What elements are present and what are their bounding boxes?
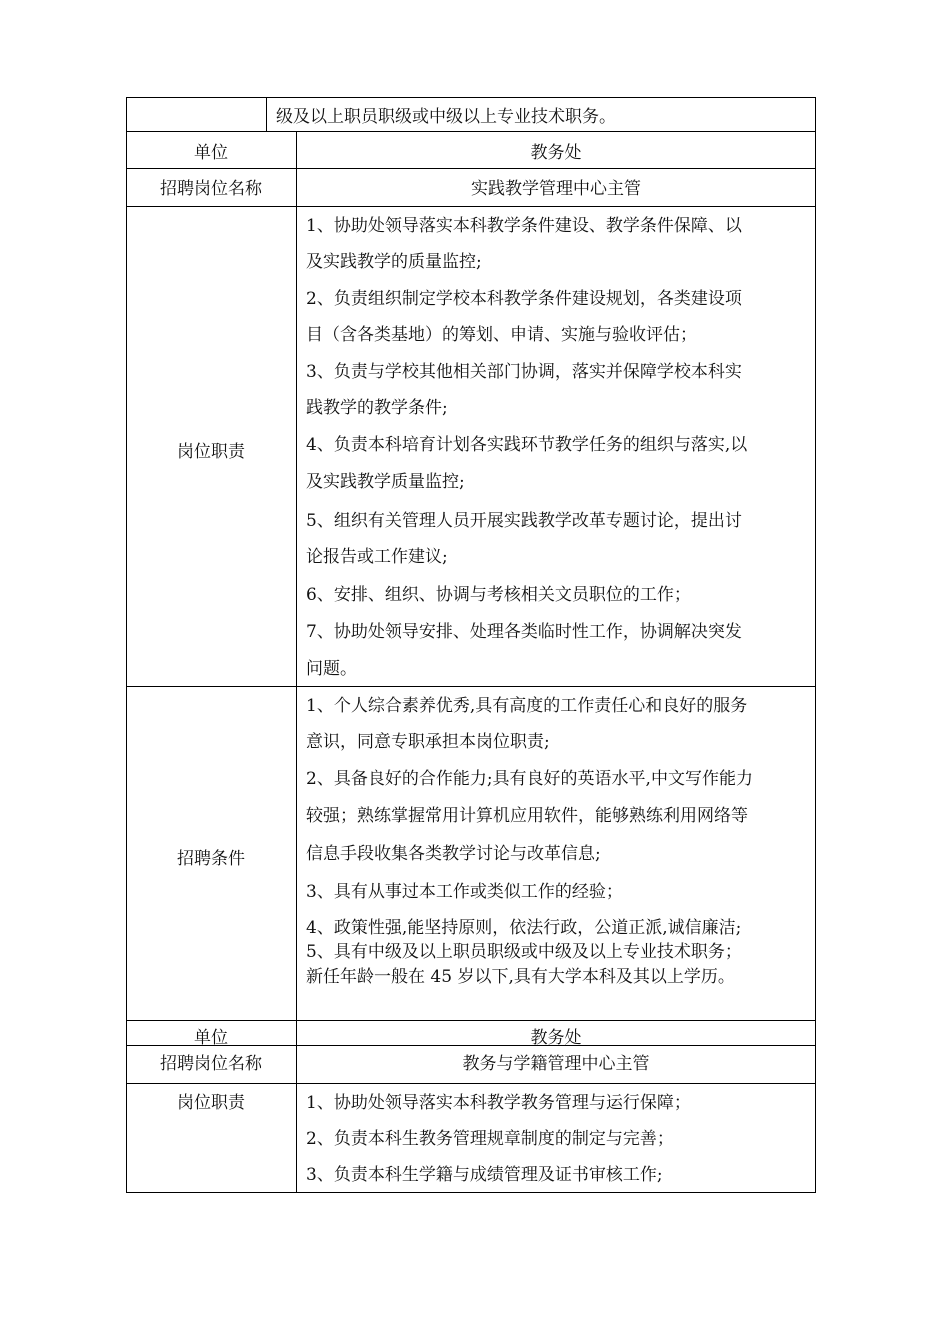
unit-value: 教务处 (530, 143, 582, 163)
requirement-line: 信息手段收集各类教学讨论与改革信息; (306, 844, 601, 864)
duty-line: 2、负责组织制定学校本科教学条件建设规划，各类建设项 (306, 289, 742, 309)
duty-line: 问题。 (306, 659, 357, 679)
requirement-line: 意识，同意专职承担本岗位职责; (306, 732, 550, 752)
requirement-line: 新任年龄一般在 45 岁以下,具有大学本科及其以上学历。 (306, 967, 735, 987)
requirement-line: 较强；熟练掌握常用计算机应用软件，能够熟练利用网络等 (306, 806, 748, 826)
duty-line: 1、协助处领导落实本科教学教务管理与运行保障； (306, 1093, 691, 1113)
duties-label: 岗位职责 (177, 442, 245, 462)
post-name-value: 实践教学管理中心主管 (471, 179, 641, 199)
post-name-label: 招聘岗位名称 (160, 179, 262, 199)
post-name-value: 教务与学籍管理中心主管 (462, 1054, 650, 1074)
requirement-line: 3、具有从事过本工作或类似工作的经验； (306, 882, 623, 902)
duty-line: 6、安排、组织、协调与考核相关文员职位的工作； (306, 585, 691, 605)
duty-line: 4、负责本科培育计划各实践环节教学任务的组织与落实,以 (306, 435, 748, 455)
duty-line: 3、负责本科生学籍与成绩管理及证书审核工作; (306, 1165, 663, 1185)
requirement-line: 1、个人综合素养优秀,具有高度的工作责任心和良好的服务 (306, 696, 748, 716)
requirements-label: 招聘条件 (177, 849, 245, 869)
duty-line: 目（含各类基地）的筹划、申请、实施与验收评估； (306, 325, 697, 345)
duties-label: 岗位职责 (177, 1093, 245, 1113)
duty-line: 论报告或工作建议; (306, 547, 448, 567)
duty-line: 及实践教学的质量监控; (306, 252, 482, 272)
unit-label: 单位 (194, 1028, 228, 1048)
requirement-line: 4、政策性强,能坚持原则，依法行政，公道正派,诚信廉洁; (306, 918, 742, 938)
continuation-text: 级及以上职员职级或中级以上专业技术职务。 (276, 107, 616, 127)
post-name-label: 招聘岗位名称 (160, 1054, 262, 1074)
unit-label: 单位 (194, 143, 228, 163)
unit-value: 教务处 (530, 1028, 582, 1048)
duty-line: 3、负责与学校其他相关部门协调，落实并保障学校本科实 (306, 362, 742, 382)
duty-line: 1、协助处领导落实本科教学条件建设、教学条件保障、以 (306, 216, 742, 236)
duty-line: 及实践教学质量监控; (306, 472, 465, 492)
requirement-line: 2、具备良好的合作能力;具有良好的英语水平,中文写作能力 (306, 769, 753, 789)
requirement-line: 5、具有中级及以上职员职级或中级及以上专业技术职务； (306, 942, 742, 962)
duty-line: 7、协助处领导安排、处理各类临时性工作，协调解决突发 (306, 622, 742, 642)
duty-line: 2、负责本科生教务管理规章制度的制定与完善； (306, 1129, 674, 1149)
duty-line: 5、组织有关管理人员开展实践教学改革专题讨论，提出讨 (306, 511, 742, 531)
duty-line: 践教学的教学条件; (306, 398, 448, 418)
